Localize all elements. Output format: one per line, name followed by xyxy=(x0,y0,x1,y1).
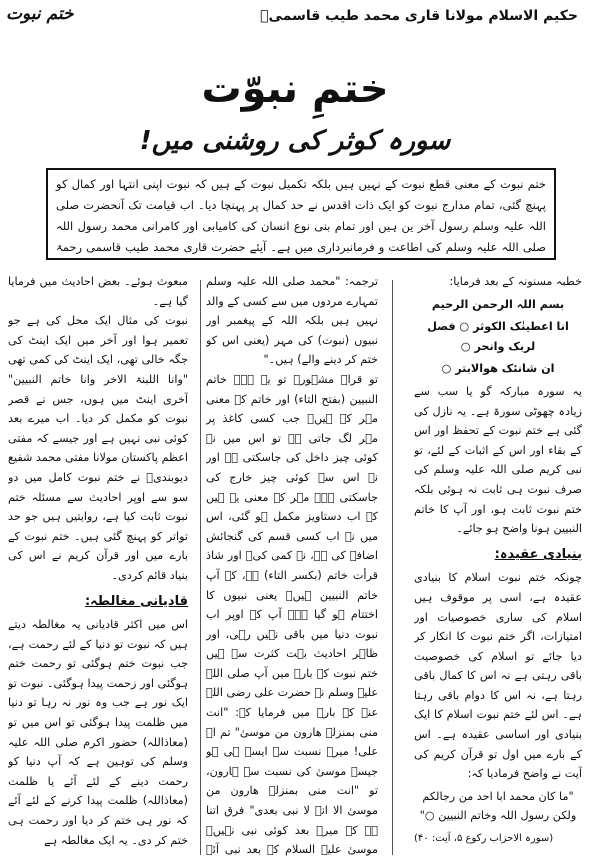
column-divider xyxy=(200,280,201,855)
paragraph: مبعوث ہوئے۔ بعض احادیث میں فرمایا گیا ہے۔ xyxy=(8,275,188,308)
paragraph: اس میں اکثر قادیانی یہ مغالطہ دیتے ہیں کہ نبوت تو دنیا کے لئے رحمت ہے، جب نبوت ختم ہوگئی تو رحمت ختم ہوگئی اور زحمت پیدا ہوگئی۔ نبوت تو ایک نور ہے جب وہ نور نہ رہا تو دنیا میں ظلمت پیدا ہوگئی تو اس میں تو (معاذاللہ) حضور اکرم صلی اللہ علیہ وسلم کی توہین ہے کہ آپ دنیا کو رحمت دینے کے لئے آئے یا ظلمت (معاذاللہ) ظلمت پیدا کرنے کے لئے آئے کہ نور ہی ختم کر دیا اور رحمت ہی ختم کر دی۔ یہ ایک مغالطہ ہے xyxy=(8,618,188,847)
paragraph: ترجمہ: "محمد صلی اللہ علیہ وسلم تمہارے مردوں میں سے کسی کے والد نہیں ہیں بلکہ اللہ کے پیغمبر اور نبیوں (نبوت) کی مہر (یعنی اس کو ختم کر دینے والے) ہیں۔" xyxy=(206,275,378,367)
column-divider xyxy=(392,280,393,855)
article-subtitle: سورہ کوثر کی روشنی میں! xyxy=(139,126,451,156)
section-heading: بنیادی عقیدہ: xyxy=(494,546,582,562)
paragraph: یہ سورہ مبارکہ گو یا سب سے زیادہ چھوٹی سورۃ ہے۔ یہ نازل کی گئی ہے ختم نبوت کے تحفظ اور اس کے بقاء اور اس کے اثبات کے لئے، تو نبی کریم صلی اللہ علیہ وسلم کی صرف نبوت ہی ثابت نہ ہوئی بلکہ ختم نبوت ثابت ہو، اور آپ کا خاتم النبیین ہونا واضح ہو جائے۔ xyxy=(414,384,582,536)
verse-reference: (سورہ الاحزاب رکوع ۵، آیت: ۴۰) xyxy=(414,833,554,845)
bismillah: بسم اللہ الرحمن الرحیم xyxy=(431,297,565,311)
paragraph: خطبہ مسنونہ کے بعد فرمایا: xyxy=(449,275,582,288)
magazine-logo: ختم نبوت xyxy=(6,4,74,24)
column-right xyxy=(414,272,582,860)
paragraph: چونکہ ختم نبوت اسلام کا بنیادی عقیدہ ہے، اسی پر موقوف ہیں اسلام کی ساری خصوصیات اور امتیازات، اگر ختم نبوت کا انکار کر دیا جائے تو اسلام کی خصوصیت باقی رہتی ہے نہ اس کا کمال باقی رہتا ہے، نہ اس کا دوام باقی رہتا ہے۔ اس لئے ختم نبوت اسلام کا ایک بنیادی اور اساسی عقیدہ ہے۔ اس کے بارے میں اول تو قرآن کریم کی آیت نے واضح فرمادیا کہ: xyxy=(414,571,582,781)
article-title: ختمِ نبوّت xyxy=(201,66,389,112)
quran-quote: "ما کان محمد ابا احد من رجالکم ولکن رسول اللہ وخاتم النبیین ○" xyxy=(419,789,577,823)
column-left xyxy=(8,272,188,860)
author-byline: حکیم الاسلام مولانا قاری محمد طیب قاسمیؒ xyxy=(260,8,578,24)
intro-box: ختم نبوت کے معنی قطع نبوت کے نہیں ہیں بلکہ تکمیل نبوت کے ہیں کہ نبوت اپنی انتہا اور کمال کو پہنچ گئی، تمام مدارج نبوت کو ایک ذات اقدس نے حد کمال پر پہنچا دیا۔ اب قیامت تک آنحضرت صلی اللہ علیہ وسلم رسول آخر ین ہیں اور تمام بنی نوع انسان کی کامیابی اور کامرانی محمد رسول اللہ صلی اللہ علیہ وسلم کی اطاعت و فرمانبرداری میں ہے۔ آیئے حضرت قاری محمد طیب قاسمی رحمۃ xyxy=(46,168,556,260)
paragraph: نبوت کی مثال ایک محل کی ہے جو تعمیر ہوا اور آخر میں ایک اینٹ کی جگہ خالی تھی، ایک اینٹ کی کمی تھی "وانا اللبنۃ الاخر وانا خاتم النبیین" آخری اینٹ میں ہوں، جس نے قصر نبوت کو مکمل کر دیا۔ اب میرے بعد کوئی نبی نہیں ہے اور جیسے کہ مفتی اعظم پاکستان مولانا مفتی محمد شفیع دیوبندیؒ نے ختم نبوت کامل میں دو سو سے اوپر احادیث سے مسئلہ ختم نبوت ثابت کیا ہے، روایتیں ہیں جو حد تواتر کو پہنچ گئی ہیں۔ ختم نبوت کے بارے میں اور قرآن کریم نے اس کی بنیاد قائم کردی۔ xyxy=(8,314,188,582)
column-middle xyxy=(206,272,378,860)
quran-verse: ان شانئک ھوالابتر ○ xyxy=(441,362,555,376)
quran-verse: انا اعطینٰک الکوثر ○ فصل لربک وانحر ○ xyxy=(427,320,569,353)
section-heading: قادیانی مغالطہ: xyxy=(84,593,188,609)
paragraph: تو قراۃ مشہورہ تو یہ ہے۔ خاتم النبیین (بفتح التاء) اور خاتم کے معنی مہر کے ہیں۔ جب کسی کاغذ پر مہر لگ جاتی ہے تو اس میں نہ کوئی چیز داخل کی جاسکتی ہے اور نہ اس سے کوئی چیز خارج کی جاسکتی ہے۔ مہر کے معنی یہ ہیں کہ اب دستاویز مکمل ہو گئی، اس میں نہ اب کسی قسم کی گنجائش اضافہ کی ہے، نہ کمی کی۔ اور شاذ قرأت خاتم (بکسر التاء) ہے، کہ آپ خاتم النبیین ہیں۔ یعنی نبیوں کا اختتام ہو گیا ہے۔ آپ کے اوپر اب نبوت دنیا میں باقی نہیں رہی، اور ظاہر احادیث بہت کثرت سے ہیں ختم نبوت کے بارے میں آپ صلی اللہ علیہ وسلم نے حضرت علی رضی اللہ عنہ کے بارے میں فرمایا کہ: "انت منی بمنزلۃ ھارون من موسیٰ" تم اے علی! میرے نسبت سے ایسے ہی ہو جیسے موسیٰ کی نسبت سے ہارون، تو "انت منی بمنزلۃ ھارون من موسیٰ الا انہ لا نبی بعدی" فرق اتنا ہے کہ میرے بعد کوئی نبی نہیں۔ موسیٰ علیہ السلام کے بعد نبی آئے xyxy=(206,372,378,857)
